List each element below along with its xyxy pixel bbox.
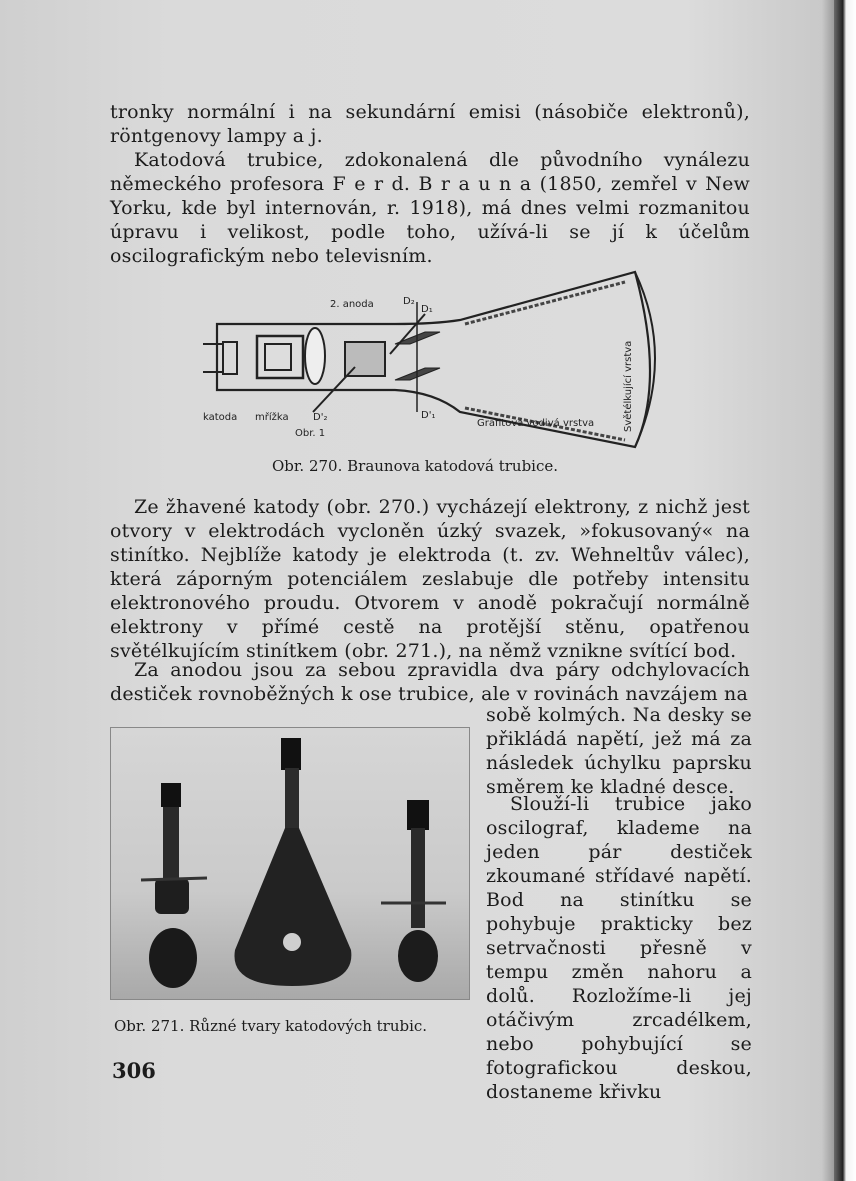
label-cathode: katoda (203, 412, 238, 423)
paragraph-4: Za anodou jsou za sebou zpravidla dva páry odchylovacích destiček rovnoběžných k ose trubice, ale v rovinách navzájem na (110, 659, 750, 705)
paragraph-3: Ze žhavené katody (obr. 270.) vycházejí elektrony, z nichž jest otvory v elektrodách vycloněn úzký svazek, »fokusovaný« na stinítko. Nejblíže katody je elektroda (t. zv. Wehneltův válec), která záporným potenciálem zeslabuje dle potřeby intensitu elektronového proudu. Otvorem v anodě pokračují normálně elektrony v přímé cestě na protější stěnu, opatřenou světélkujícím stinítkem (obr. 271.), na němž vznikne svítící bod. (110, 496, 750, 662)
label-grid: mřížka (255, 412, 289, 423)
paragraph-2: Katodová trubice, zdokonalená dle původního vynálezu německého profesora F e r d. B r a u n a (1850, zemřel v New Yorku, kde byl internován, r. 1918), má dnes velmi rozmanitou úpravu i velikost, podle toho, užívá-li se jí k účelům oscilografickým nebo televisním. (110, 149, 750, 267)
right-tube-bulb (398, 930, 438, 982)
label-d1-bottom: D'₁ (421, 410, 436, 421)
paragraph-6: Slouží-li trubice jako oscilograf, klademe na jeden pár destiček zkoumané střídavé napětí. Bod na stinítku se pohybuje prakticky bez setrvačnosti přesně v tempu změn nahoru a dolů. Rozložíme-li jej otáčivým zrcadélkem, nebo pohybující se fotografickou deskou, dostaneme křivku (486, 793, 752, 1103)
label-fig-number: Obr. 1 (295, 428, 326, 439)
left-tube-bulb (149, 928, 197, 988)
screen-curve (635, 272, 655, 447)
cathode-tubes-photo (110, 727, 470, 1000)
label-graphite: Grafitová vodivá vrstva (477, 418, 595, 429)
braun-tube-diagram (195, 262, 675, 452)
paragraph-5: sobě kolmých. Na desky se přikládá napětí, jež má za následek úchylku paprsku směrem ke kladné desce. (486, 704, 752, 798)
label-anode: 2. anoda (330, 299, 374, 310)
middle-tube-flask (234, 828, 351, 986)
label-d2-bottom: D'₂ (313, 412, 328, 423)
page-number: 306 (112, 1058, 156, 1083)
paragraph-1: tronky normální i na sekundární emisi (násobiče elektronů), röntgenovy lampy a j. (110, 101, 750, 147)
caption-270: Obr. 270. Braunova katodová trubice. (272, 457, 559, 475)
caption-271: Obr. 271. Různé tvary katodových trubic. (114, 1017, 428, 1035)
wehnelt-cylinder (257, 336, 303, 378)
label-d2-top: D₂ (403, 296, 415, 307)
anode-shape (305, 328, 325, 384)
graphite-layer (465, 282, 625, 440)
page-edge (834, 0, 856, 1181)
cathode-shape (223, 342, 237, 374)
label-d1-top: D₁ (421, 304, 433, 315)
label-screen: Světélkující vrstva (623, 340, 634, 432)
